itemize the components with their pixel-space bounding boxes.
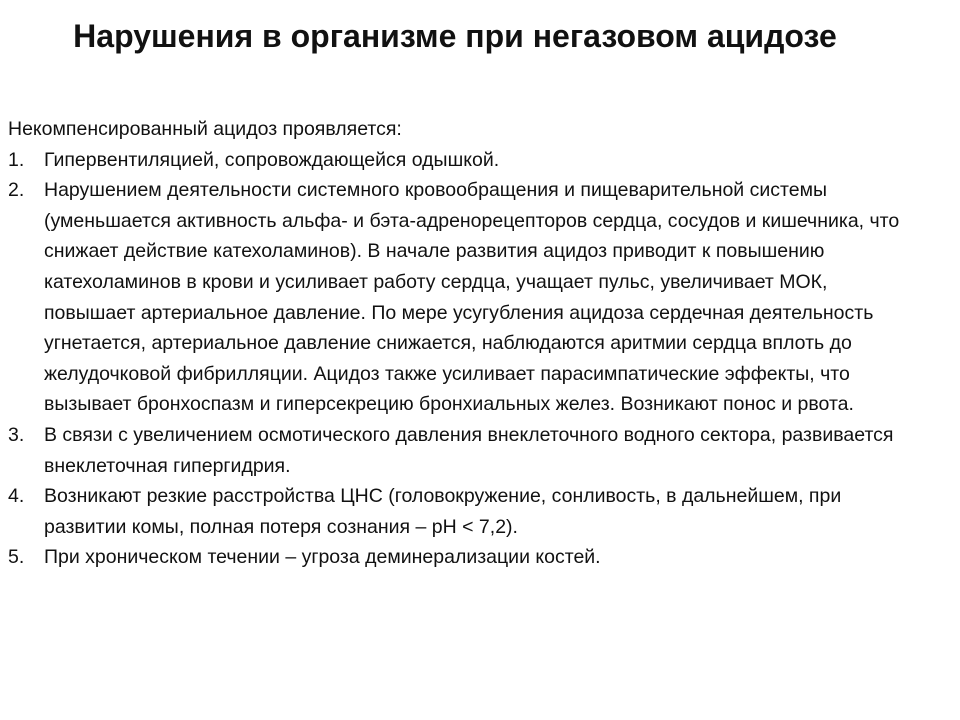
list-item-number: 5. bbox=[8, 546, 25, 569]
slide-body bbox=[8, 114, 908, 573]
list-item bbox=[8, 420, 908, 481]
list-item-text: В связи с увеличением осмотического давления внеклеточного водного сектора, развивается внеклеточная гипергидрия. bbox=[44, 423, 894, 477]
slide-title: Нарушения в организме при негазовом ацидозе bbox=[73, 18, 837, 54]
list-item-text: Возникают резкие расстройства ЦНС (головокружение, сонливость, в дальнейшем, при развитии комы, полная потеря сознания – рН < 7,2). bbox=[44, 485, 842, 538]
list-item-number: 2. bbox=[8, 179, 25, 202]
list-item bbox=[8, 145, 908, 176]
list-item-number: 4. bbox=[8, 485, 25, 508]
list-item-text: Гипервентиляцией, сопровождающейся одышкой. bbox=[44, 148, 500, 171]
list-item bbox=[8, 542, 908, 573]
numbered-list bbox=[8, 145, 908, 573]
list-item bbox=[8, 481, 908, 542]
list-item-text: Нарушением деятельности системного кровообращения и пищеварительной системы (уменьшается активность альфа- и бэта-адренорецепторов сердца, сосудов и кишечника, что снижает действие катехоламинов). В начале развития ацидоз приводит к повышению катехоламинов в крови и усиливает работу сердца, учащает пульс, увеличивает МОК, повышает артериальное давление. По мере усугубления ацидоза сердечная деятельность угнетается, артериальное давление снижается, наблюдаются аритмии сердца вплоть до желудочковой фибрилляции. Ацидоз также усиливает парасимпатические эффекты, что вызывает бронхоспазм и гиперсекрецию бронхиальных желез. Возникают понос и рвота. bbox=[44, 179, 900, 416]
list-item-number: 3. bbox=[8, 423, 25, 446]
intro-text: Некомпенсированный ацидоз проявляется: bbox=[8, 118, 402, 140]
list-item-text: При хроническом течении – угроза деминерализации костей. bbox=[44, 546, 601, 569]
list-item-number: 1. bbox=[8, 148, 25, 171]
list-item bbox=[8, 175, 908, 420]
